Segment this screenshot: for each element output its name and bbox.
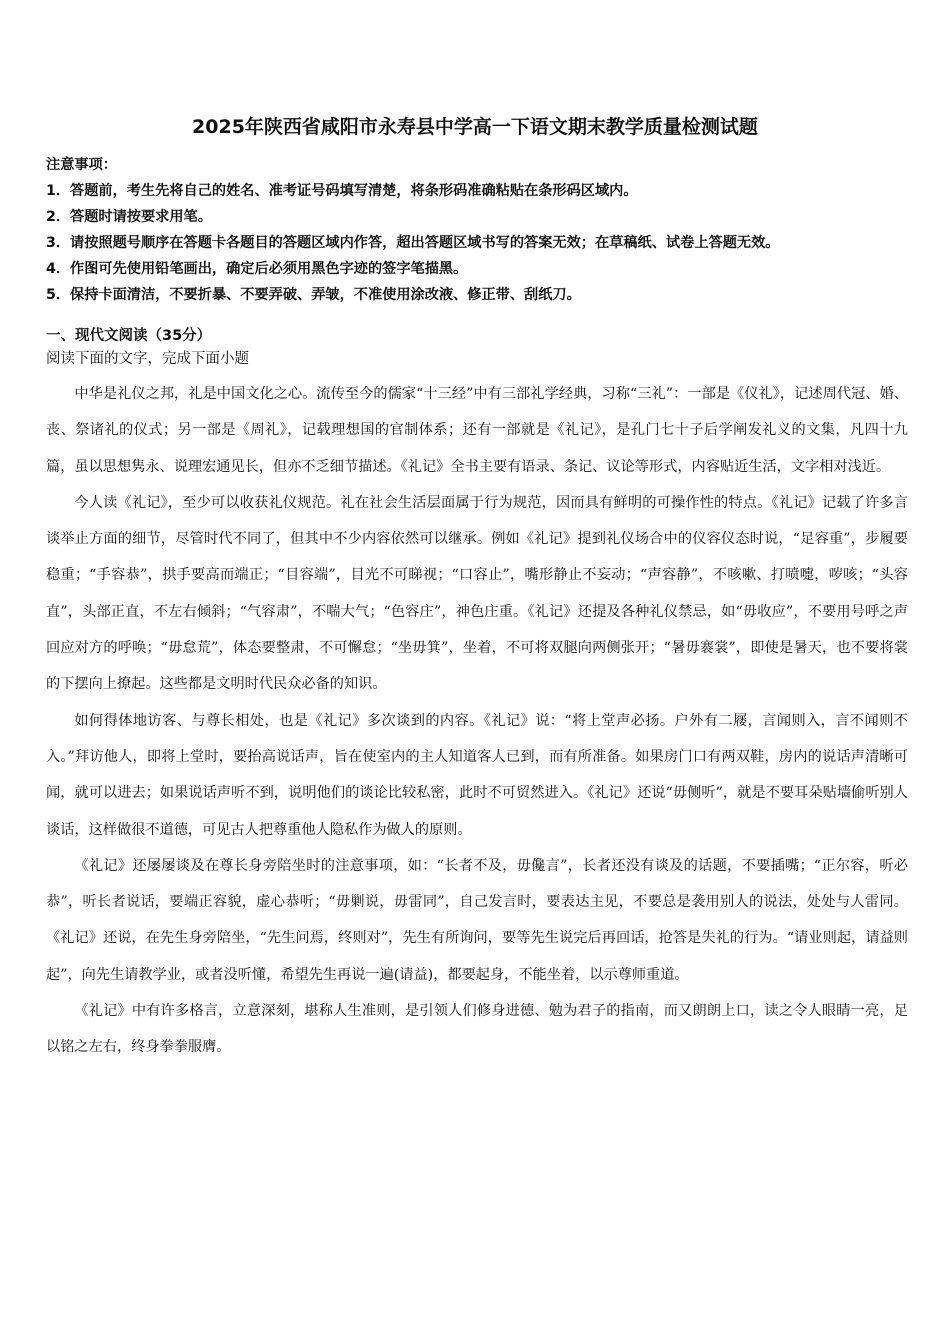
reading-passage (46, 376, 908, 1066)
notice-block (46, 152, 916, 308)
notice-item: 5．保持卡面清洁，不要折暴、不要弄破、弄皱，不准使用涂改液、修正带、刮纸刀。 (46, 287, 581, 303)
section-instruction: 阅读下面的文字，完成下面小题 (46, 351, 249, 367)
passage-paragraph: 《礼记》还屡屡谈及在尊长身旁陪坐时的注意事项，如：“长者不及，毋儳言”，长者还没有谈及的话题，不要插嘴；“正尔容，听必恭”，听长者说话，要端正容貌，虚心恭听；“毋剿说，毋雷同”，自己发言时，要表达主见，不要总是袭用别人的说法，处处与人雷同。《礼记》还说，在先生身旁陪坐，“先生问焉，终则对”，先生有所询问，要等先生说完后再回话，抢答是失礼的行为。“请业则起，请益则起”，向先生请教学业，或者没听懂，希望先生再说一遍(请益)，都要起身，不能坐着，以示尊师重道。 (46, 857, 908, 983)
notice-item: 3．请按照题号顺序在答题卡各题目的答题区域内作答，超出答题区域书写的答案无效；在草稿纸、试卷上答题无效。 (46, 235, 780, 251)
section-heading: 一、现代文阅读（35分） (46, 328, 212, 344)
passage-paragraph: 《礼记》中有许多格言，立意深刻，堪称人生准则，是引领人们修身进德、勉为君子的指南，而又朗朗上口，读之令人眼睛一亮，足以铭之左右，终身拳拳服膺。 (46, 1003, 908, 1056)
notice-heading: 注意事项： (46, 157, 117, 173)
notice-item: 2．答题时请按要求用笔。 (46, 209, 212, 225)
exam-title: 2025年陕西省咸阳市永寿县中学高一下语文期末教学质量检测试题 (192, 116, 758, 138)
passage-paragraph: 今人读《礼记》，至少可以收获礼仪规范。礼在社会生活层面属于行为规范，因而具有鲜明的可操作性的特点。《礼记》记载了许多言谈举止方面的细节，尽管时代不同了，但其中不少内容依然可以继承。例如《礼记》提到礼仪场合中的仪容仪态时说，“足容重”，步履要稳重；“手容恭”，拱手要高而端正；“目容端”，目光不可睇视；“口容止”，嘴形静止不妄动；“声容静”，不咳嗽、打喷嚏，哕咳；“头容直”，头部正直，不左右倾斜；“气容肃”，不喘大气；“色容庄”，神色庄重。《礼记》还提及各种礼仪禁忌，如“毋收应”，不要用号呼之声回应对方的呼唤；“毋怠荒”，体态要整肃，不可懈怠；“坐毋箕”，坐着，不可将双腿向两侧张开；“暑毋褰裳”，即使是暑天，也不要将裳的下摆向上撩起。这些都是文明时代民众必备的知识。 (46, 494, 908, 693)
passage-paragraph: 如何得体地访客、与尊长相处，也是《礼记》多次谈到的内容。《礼记》说：“将上堂声必扬。户外有二屦，言闻则入，言不闻则不入。”拜访他人，即将上堂时，要抬高说话声，旨在使室内的主人知道客人已到，而有所准备。如果房门口有两双鞋，房内的说话声清晰可闻，就可以进去；如果说话声听不到，说明他们的谈论比较私密，此时不可贸然进入。《礼记》还说“毋侧听”，就是不要耳朵贴墙偷听别人谈话，这样做很不道德，可见古人把尊重他人隐私作为做人的原则。 (46, 712, 908, 838)
notice-item: 4．作图可先使用铅笔画出，确定后必须用黑色字迹的签字笔描黑。 (46, 261, 468, 277)
passage-paragraph: 中华是礼仪之邦，礼是中国文化之心。流传至今的儒家“十三经”中有三部礼学经典，习称“三礼”：一部是《仪礼》，记述周代冠、婚、丧、祭诸礼的仪式；另一部是《周礼》，记载理想国的官制体系；还有一部就是《礼记》，是孔门七十子后学阐发礼义的文集，凡四十九篇，虽以思想隽永、说理宏通见长，但亦不乏细节描述。《礼记》全书主要有语录、条记、议论等形式，内容贴近生活，文字相对浅近。 (46, 386, 908, 475)
notice-item: 1．答题前，考生先将自己的姓名、准考证号码填写清楚，将条形码准确粘贴在条形码区域内。 (46, 183, 638, 199)
